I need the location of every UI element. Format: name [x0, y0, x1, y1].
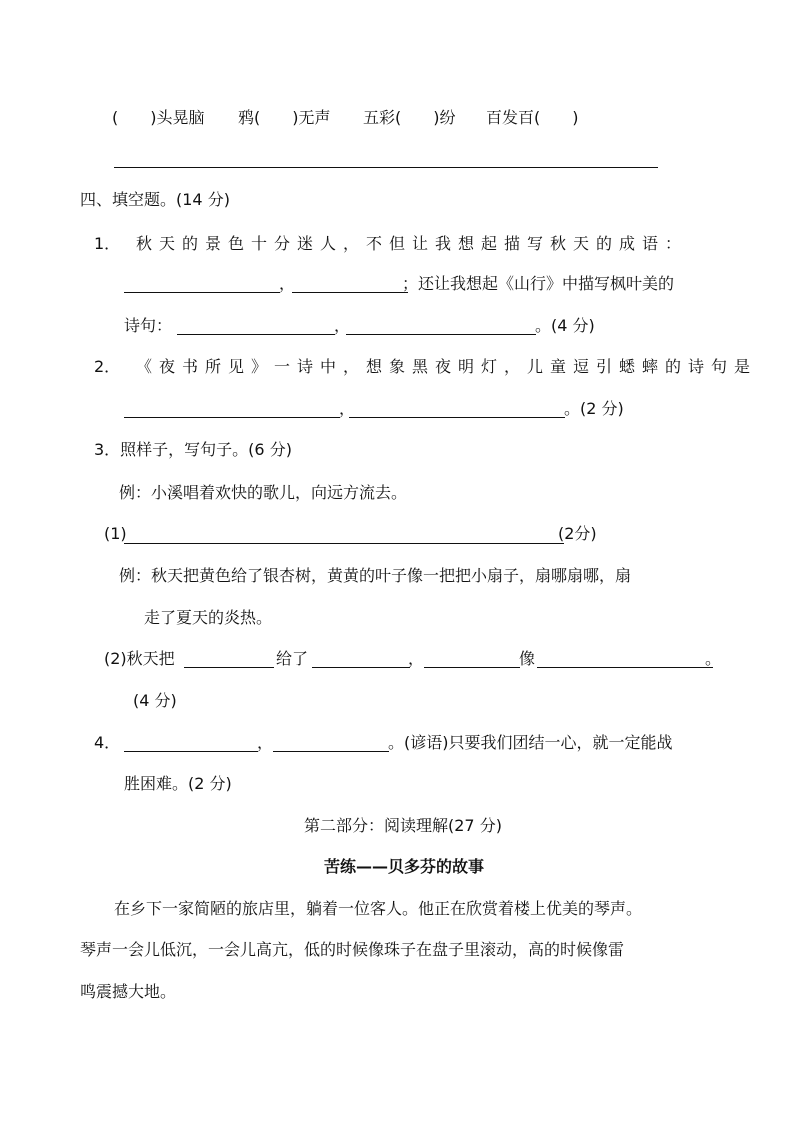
score-part: (2 [558, 524, 575, 543]
answer-blank[interactable] [124, 543, 564, 544]
score-part: 分) [574, 524, 597, 543]
example-sentence: 走了夏天的炎热。 [144, 608, 273, 627]
answer-blank[interactable] [424, 667, 520, 668]
answer-blank[interactable] [124, 292, 280, 293]
part-heading: 第二部分：阅读理解(27 分) [304, 816, 502, 835]
idiom-blank-3: 五彩( )纷 [363, 108, 456, 127]
score: 。(4 分) [535, 316, 595, 335]
item-label: (1) [104, 524, 127, 543]
question-text: 给了 [276, 649, 309, 668]
question-text: 诗句： [124, 316, 173, 335]
answer-line[interactable] [114, 167, 658, 168]
example-sentence: 例：小溪唱着欢快的歌儿，向远方流去。 [119, 483, 408, 502]
idiom-blank-4: 百发百( ) [486, 108, 579, 127]
question-heading: 3．照样子，写句子。(6 分) [94, 440, 292, 459]
question-text: 像 [519, 649, 536, 668]
separator: ， [339, 399, 356, 418]
question-number: 1． [94, 234, 121, 253]
item-label: (2)秋天把 [104, 649, 175, 668]
answer-blank[interactable] [312, 667, 410, 668]
answer-blank[interactable] [346, 334, 536, 335]
score [558, 526, 597, 542]
question-number: 2． [94, 357, 121, 376]
separator: ， [334, 316, 351, 335]
passage-text: 鸣震撼大地。 [80, 982, 177, 1001]
example-sentence: 例：秋天把黄色给了银杏树，黄黄的叶子像一把把小扇子，扇哪扇哪，扇 [119, 566, 632, 585]
answer-blank[interactable] [349, 417, 565, 418]
question-number: 4． [94, 733, 121, 752]
question-text: 。(谚语)只要我们团结一心，就一定能战 [388, 733, 673, 752]
answer-blank[interactable] [292, 292, 408, 293]
answer-blank[interactable] [273, 751, 389, 752]
separator: ， [408, 649, 425, 668]
answer-blank[interactable] [177, 334, 335, 335]
question-text: 《夜书所见》一诗中，想象黑夜明灯，儿童逗引蟋蟀的诗句是 [136, 357, 758, 376]
period: 。 [705, 649, 722, 668]
passage-text: 琴声一会儿低沉，一会儿高亢，低的时候像珠子在盘子里滚动，高的时候像雷 [80, 940, 625, 959]
score: 。(2 分) [564, 399, 624, 418]
separator: ， [279, 274, 296, 293]
idiom-blank-2: 鸦( )无声 [238, 108, 331, 127]
separator: ， [257, 733, 274, 752]
idiom-blank-1: ( )头晃脑 [112, 108, 205, 127]
question-text: ；还让我想起《山行》中描写枫叶美的 [402, 274, 675, 293]
answer-blank[interactable] [124, 751, 258, 752]
question-text: 胜困难。(2 分) [124, 774, 232, 793]
question-text: 秋天的景色十分迷人，不但让我想起描写秋天的成语： [136, 234, 689, 253]
section-heading: 四、填空题。(14 分) [80, 190, 230, 209]
answer-blank[interactable] [184, 667, 274, 668]
passage-text: 在乡下一家简陋的旅店里，躺着一位客人。他正在欣赏着楼上优美的琴声。 [114, 899, 643, 918]
passage-title: 苦练——贝多芬的故事 [324, 857, 485, 876]
answer-blank[interactable] [537, 667, 713, 668]
score: (4 分) [133, 691, 177, 710]
answer-blank[interactable] [124, 417, 340, 418]
